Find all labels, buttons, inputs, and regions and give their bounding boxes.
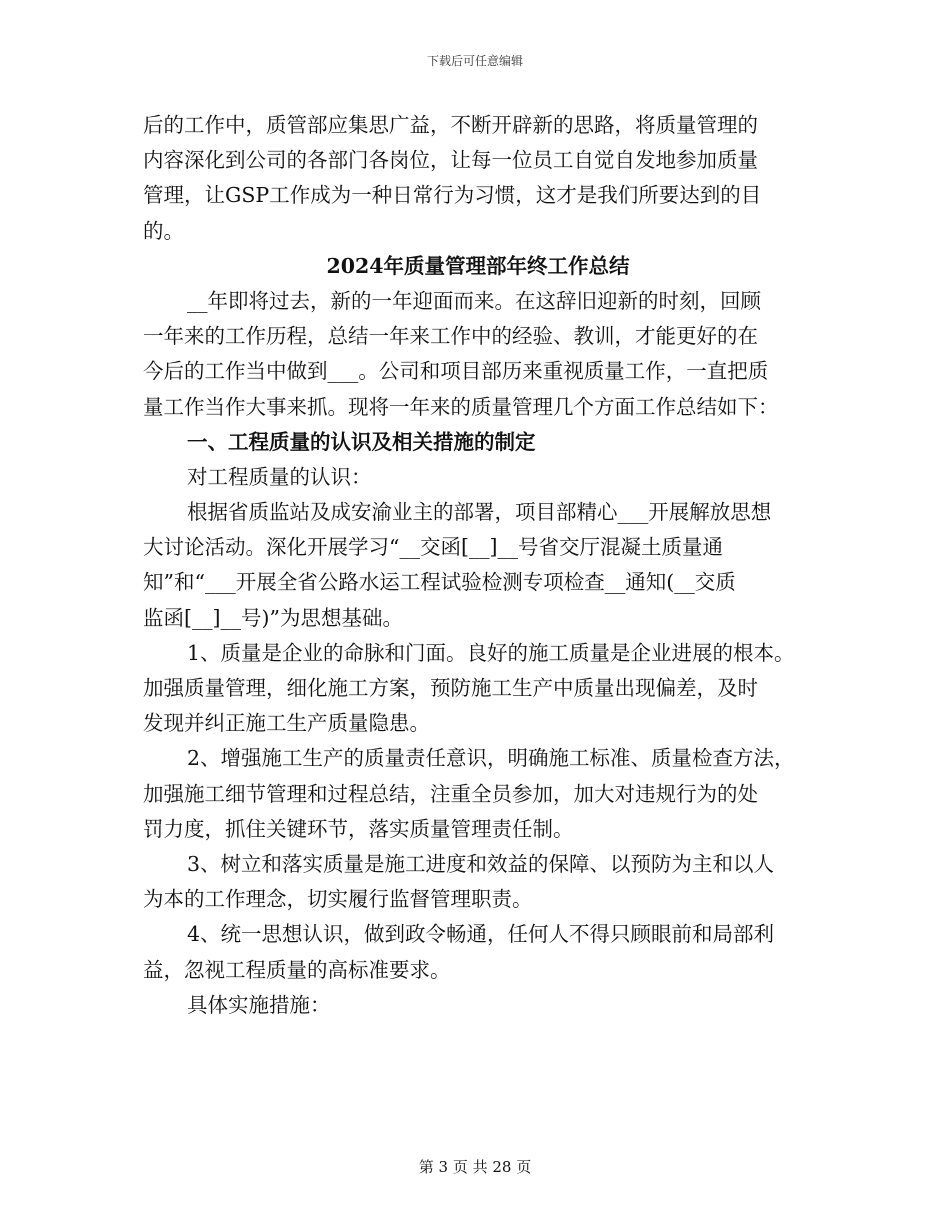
section-heading: 一、工程质量的认识及相关措施的制定 [187, 429, 536, 454]
text-line: 管理，让GSP工作成为一种日常行为习惯，这才是我们所要达到的目 [143, 183, 762, 208]
text-line: 知”和“___开展全省公路水运工程试验检测专项检查__通知(__交质 [143, 570, 736, 595]
text-line: 4、统一思想认识，做到政令畅通，任何人不得只顾眼前和局部利 [187, 922, 775, 947]
page-header: 下载后可任意编辑 [426, 54, 523, 68]
text-line: 罚力度，抓住关键环节，落实质量管理责任制。 [143, 816, 574, 841]
text-line: 发现并纠正施工生产质量隐患。 [143, 711, 430, 736]
text-line: 的。 [143, 218, 184, 243]
document-body [143, 108, 813, 1023]
text-line: 1、质量是企业的命脉和门面。良好的施工质量是企业进展的根本。 [187, 640, 795, 665]
page-footer: 第 3 页 共 28 页 [418, 1158, 532, 1176]
text-line: 一年来的工作历程，总结一年来工作中的经验、教训，才能更好的在 [143, 324, 758, 349]
text-line: 大讨论活动。深化开展学习“__交函[__]__号省交厅混凝土质量通 [143, 535, 723, 560]
text-line: 今后的工作当中做到___。公司和项目部历来重视质量工作，一直把质 [143, 359, 769, 384]
text-line: 监函[__]__号)”为思想基础。 [143, 605, 403, 630]
text-line: 量工作当作大事来抓。现将一年来的质量管理几个方面工作总结如下： [143, 394, 779, 419]
text-line: 后的工作中，质管部应集思广益，不断开辟新的思路，将质量管理的 [143, 113, 758, 137]
text-line: 具体实施措施： [187, 992, 331, 1017]
text-line: 2、增强施工生产的质量责任意识，明确施工标准、质量检查方法， [187, 746, 795, 771]
text-line: 对工程质量的认识： [187, 464, 372, 489]
text-line: 内容深化到公司的各部门各岗位，让每一位员工自觉自发地参加质量 [143, 148, 758, 173]
text-line: 3、树立和落实质量是施工进度和效益的保障、以预防为主和以人 [187, 851, 775, 876]
text-line: 益，忽视工程质量的高标准要求。 [143, 957, 451, 982]
text-line: 根据省质监站及成安渝业主的部署，项目部精心___开展解放思想 [187, 500, 772, 525]
text-line: 加强施工细节管理和过程总结，注重全员参加，加大对违规行为的处 [143, 781, 758, 806]
text-line: __年即将过去，新的一年迎面而来。在这辞旧迎新的时刻，回顾 [187, 288, 761, 313]
section-title: 2024年质量管理部年终工作总结 [326, 253, 630, 278]
text-line: 为本的工作理念，切实履行监督管理职责。 [143, 887, 533, 912]
text-line: 加强质量管理，细化施工方案，预防施工生产中质量出现偏差，及时 [143, 676, 758, 700]
